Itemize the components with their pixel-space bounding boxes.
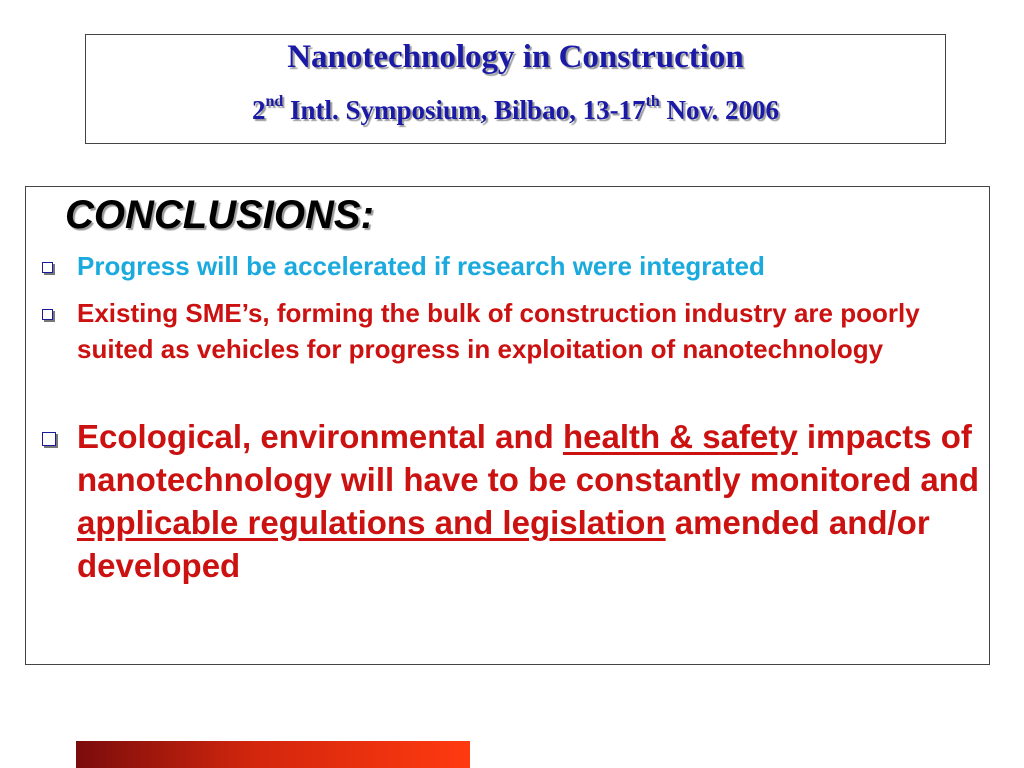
square-bullet-icon	[42, 309, 53, 320]
bullet-text-part: impacts of nanotechnology will have to be constantly monitored and	[77, 418, 980, 498]
square-bullet-icon	[42, 262, 53, 273]
subtitle-part1: 2	[251, 95, 266, 125]
bullet-text: Progress will be accelerated if research were integrated	[77, 251, 765, 281]
bullet-item	[36, 415, 983, 587]
slide-title: Nanotechnology in Construction	[287, 39, 744, 75]
square-bullet-icon	[42, 432, 56, 446]
subtitle-part3: Nov. 2006	[659, 95, 780, 125]
subtitle-part2: Intl. Symposium, Bilbao, 13-17	[283, 95, 646, 125]
bullet-text-part: amended and/or developed	[77, 504, 930, 584]
bullet-item	[36, 295, 983, 367]
subtitle-sup1: nd	[265, 93, 284, 110]
bullet-text: Existing SME’s, forming the bulk of construction industry are poorly suited as vehicles for progress in exploitation of nanotechnology	[77, 298, 920, 364]
underlined-text: health & safety	[562, 418, 798, 455]
slide-subtitle	[86, 95, 945, 126]
footer-gradient-bar	[76, 741, 470, 768]
bullet-text	[77, 415, 983, 587]
conclusions-heading: CONCLUSIONS:	[65, 193, 374, 237]
underlined-text: applicable regulations and legislation	[77, 504, 666, 541]
content-box	[25, 186, 990, 665]
bullet-text-part: Ecological, environmental and	[77, 418, 563, 455]
title-box	[85, 34, 946, 144]
subtitle-sup2: th	[645, 93, 660, 110]
bullet-item	[36, 250, 983, 282]
